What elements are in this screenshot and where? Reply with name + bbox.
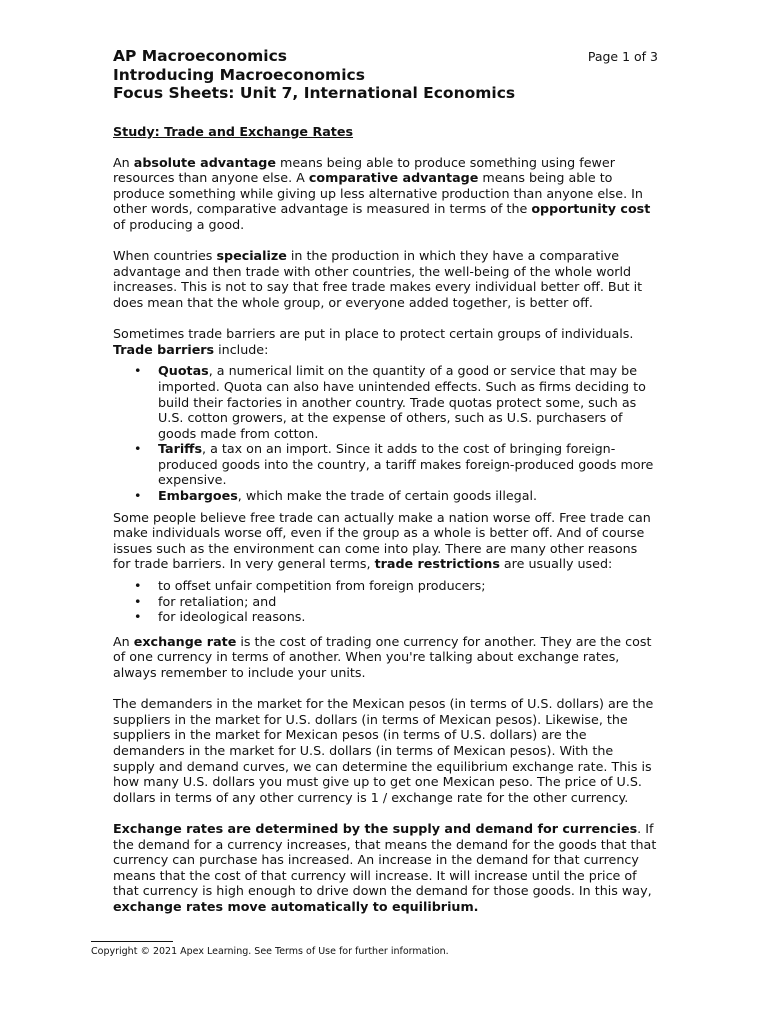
paragraph-free-trade: Some people believe free trade can actually make a nation worse off. Free trade can make individuals worse off, even if the group as a whole is better off. And of course issues such as the environment can come into play. There are many other reasons for trade barriers. In very general terms, trade restrictions are usually used: <box>113 509 651 572</box>
term-opportunity-cost: opportunity cost <box>531 201 651 217</box>
page-number: Page 1 of 3 <box>587 49 658 64</box>
term-specialize: specialize <box>216 248 287 264</box>
list-item: • Embargoes, which make the trade of certain goods illegal. <box>158 488 658 504</box>
list-item: • for retaliation; and <box>158 594 658 610</box>
list-item: • Quotas, a numerical limit on the quantity of a good or service that may be imported. Quota can also have unintended effects. Such as firms deciding to build their factories in another country. Trade quotas protect some, such as U.S. cotton growers, at the expense of others, such as U.S. purchasers of goods made from cotton. <box>158 363 658 441</box>
paragraph-specialize: When countries specialize in the production in which they have a comparative advantage and then trade with other countries, the well-being of the whole world increases. This is not to say that free trade makes every individual better off. But it does mean that the whole group, or everyone added together, is better off. <box>113 248 643 310</box>
unit-title: Introducing Macroeconomics <box>113 65 365 84</box>
paragraph-exchange-rate: An exchange rate is the cost of trading one currency for another. They are the cost of one currency in terms of another. When you're talking about exchange rates, always remember to include your units. <box>113 633 652 680</box>
reasons-list <box>113 578 658 625</box>
focus-title: Focus Sheets: Unit 7, International Economics <box>113 84 516 102</box>
document-header <box>113 47 658 103</box>
term-comparative-advantage: comparative advantage <box>308 170 479 186</box>
copyright-footer: Copyright © 2021 Apex Learning. See Terms of Use for further information. <box>91 946 449 957</box>
document-body <box>113 124 658 930</box>
paragraph-advantage: An absolute advantage means being able to produce something using fewer resources than anyone else. A comparative advantage means being able to produce something while giving up less alternative production than anyone else. In other words, comparative advantage is measured in terms of the opportunity cost of producing a good. <box>113 154 651 232</box>
list-item: • for ideological reasons. <box>158 609 658 625</box>
course-title: AP Macroeconomics <box>113 47 288 65</box>
term-trade-barriers: Trade barriers <box>113 341 215 357</box>
paragraph-pesos: The demanders in the market for the Mexican pesos (in terms of U.S. dollars) are the suppliers in the market for U.S. dollars (in terms of Mexican pesos). Likewise, the suppliers in the market for Mexican pesos (in terms of U.S. dollars) are the demanders in the market for U.S. dollars (in terms of Mexican pesos). With the supply and demand curves, we can determine the equilibrium exchange rate. This is how many U.S. dollars you must give up to get one Mexican peso. The price of U.S. dollars in terms of any other currency is 1 / exchange rate for the other currency. <box>113 696 654 805</box>
barriers-list <box>113 363 658 503</box>
study-heading: Study: Trade and Exchange Rates <box>113 124 354 139</box>
paragraph-trade-barriers: Sometimes trade barriers are put in place to protect certain groups of individuals. Trade barriers include: <box>113 326 634 357</box>
term-absolute-advantage: absolute advantage <box>133 154 276 170</box>
term-exchange-rate: exchange rate <box>133 633 237 649</box>
term-trade-restrictions: trade restrictions <box>374 556 500 572</box>
list-item: • to offset unfair competition from foreign producers; <box>158 578 658 594</box>
list-item: • Tariffs, a tax on an import. Since it adds to the cost of bringing foreign-produced goods into the country, a tariff makes foreign-produced goods more expensive. <box>158 441 658 488</box>
footer-divider <box>91 941 173 942</box>
paragraph-supply-demand: Exchange rates are determined by the supply and demand for currencies. If the demand for a currency increases, that means the demand for the goods that that currency can purchase has increased. An increase in the demand for that currency means that the cost of that currency will increase. It will increase until the price of that currency is high enough to drive down the demand for those goods. In this way, exchange rates move automatically to equilibrium. <box>113 820 657 914</box>
